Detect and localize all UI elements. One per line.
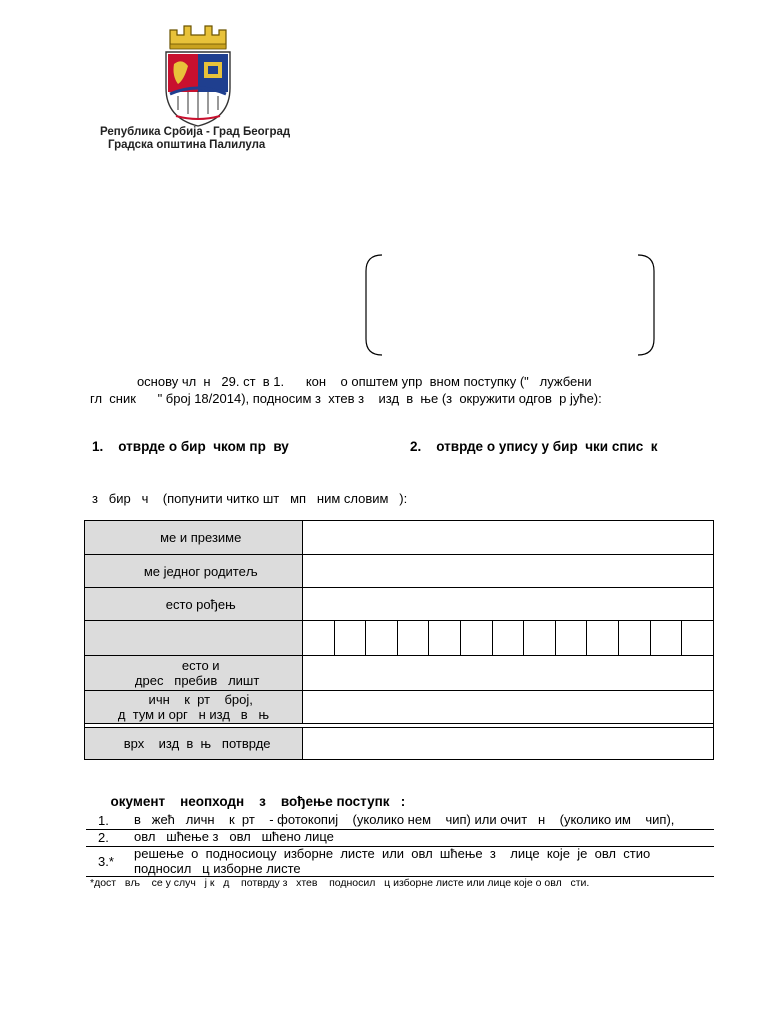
birth-place-field[interactable] [303, 588, 714, 621]
document-number: 1. [98, 813, 109, 828]
table-row [85, 728, 714, 760]
label-id-card: ичн к рт број, д тум и орг н изд в њ [85, 691, 303, 724]
document-text: решење о подносиоцу изборне листе или овл шћење з лице које је овл стио подносил ц изборне листе [134, 846, 651, 876]
document-number: 2. [98, 830, 109, 845]
jmbg-digit-box[interactable] [493, 621, 525, 655]
jmbg-digit-box[interactable] [303, 621, 335, 655]
jmbg-digit-box[interactable] [335, 621, 367, 655]
jmbg-digit-box[interactable] [619, 621, 651, 655]
jmbg-digit-box[interactable] [429, 621, 461, 655]
table-row [85, 521, 714, 555]
voter-data-table [84, 520, 714, 760]
documents-title: окумент неопходн з вођење поступк : [103, 794, 406, 809]
jmbg-field[interactable] [303, 621, 714, 656]
jmbg-digit-box[interactable] [398, 621, 430, 655]
choice-voting-right[interactable]: 1. отврде о бир чком пр ву [92, 439, 289, 454]
table-row [85, 656, 714, 691]
jmbg-digit-box[interactable] [556, 621, 588, 655]
label-birth-place: есто рођењ [85, 588, 303, 621]
document-item [86, 829, 714, 847]
residence-address-field[interactable] [303, 656, 714, 691]
table-row [85, 621, 714, 656]
voter-section-label: з бир ч (попунити читко шт мп ним словим ): [92, 491, 408, 506]
label-parent-name: ме једног родитељ [85, 555, 303, 588]
table-row [85, 588, 714, 621]
document-item [86, 846, 714, 877]
document-number: 3.* [98, 854, 114, 869]
document-text: в жећ личн к рт - фотокопиј (уколико нем чип) или очит н (уколико им чип), [134, 812, 675, 827]
table-row [85, 691, 714, 724]
id-card-field[interactable] [303, 691, 714, 724]
org-name-line1: Република Србија - Град Београд [100, 126, 291, 138]
intro-line-2: гл сник " број 18/2014), подносим з хтев з изд в ње (з окружити одгов р јуће): [90, 391, 602, 406]
jmbg-digit-box[interactable] [682, 621, 713, 655]
org-name-line2: Градска општина Палилула [108, 139, 266, 151]
jmbg-digit-box[interactable] [587, 621, 619, 655]
label-jmbg [85, 621, 303, 656]
parent-name-field[interactable] [303, 555, 714, 588]
label-purpose: врх изд в њ потврде [85, 728, 303, 760]
label-full-name: ме и презиме [85, 521, 303, 555]
choice-voter-list[interactable]: 2. отврде о упису у бир чки спис к [410, 439, 658, 454]
document-item [86, 811, 714, 830]
table-row [85, 555, 714, 588]
coat-of-arms-icon [160, 22, 236, 128]
jmbg-digit-box[interactable] [366, 621, 398, 655]
document-text: овл шћење з овл шћено лице [134, 829, 334, 844]
jmbg-digit-box[interactable] [461, 621, 493, 655]
label-residence-address: есто и дрес пребив лишт [85, 656, 303, 691]
full-name-field[interactable] [303, 521, 714, 555]
footnote: *дост вљ се у случ ј к д потврду з хтев подносил ц изборне листе или лице које о овл сти. [90, 877, 590, 889]
stamp-area-box [362, 253, 658, 357]
jmbg-digit-box[interactable] [651, 621, 683, 655]
intro-line-1: основу чл н 29. ст в 1. кон о општем упр вном поступку (" лужбени [90, 374, 592, 389]
jmbg-digit-box[interactable] [524, 621, 556, 655]
purpose-field[interactable] [303, 728, 714, 760]
